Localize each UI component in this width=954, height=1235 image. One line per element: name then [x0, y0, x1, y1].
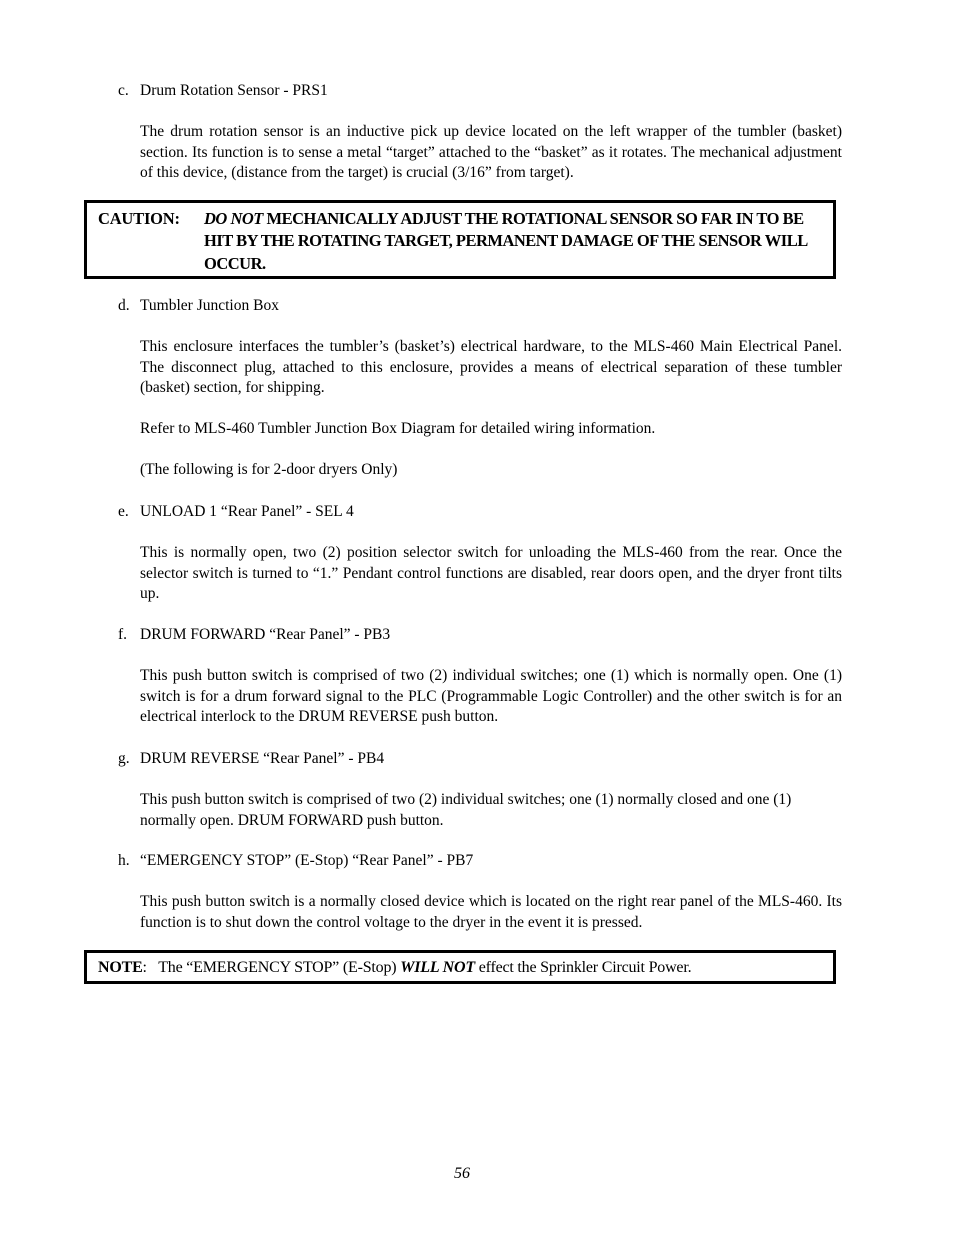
note-text-before: The “EMERGENCY STOP” (E-Stop): [158, 959, 397, 976]
note-emphasis: WILL NOT: [400, 959, 475, 976]
section-e-heading: [118, 502, 354, 523]
caution-text: [204, 208, 834, 275]
note-text-after: effect the Sprinkler Circuit Power.: [478, 959, 692, 976]
caution-emphasis: DO NOT: [204, 209, 263, 228]
section-d-paragraph-3: (The following is for 2-door dryers Only): [140, 461, 398, 478]
section-g-letter: g.: [118, 750, 130, 767]
section-e-letter: e.: [118, 503, 129, 520]
section-f-paragraph: This push button switch is comprised of two (2) individual switches; one (1) which is normally open. One (1) switch is for a drum forward signal to the PLC (Programmable Logic Controller) and the other switch is for an electrical interlock to the DRUM REVERSE push button.: [140, 667, 842, 726]
section-h-paragraph: This push button switch is a normally closed device which is located on the right rear panel of the MLS-460. Its function is to shut down the control voltage to the dryer in the event it is pressed.: [140, 893, 842, 931]
section-h-letter: h.: [118, 852, 130, 869]
section-g-title: DRUM REVERSE “Rear Panel” - PB4: [140, 750, 385, 767]
section-c-paragraph: The drum rotation sensor is an inductive pick up device located on the left wrapper of the tumbler (basket) section. Its function is to sense a metal “target” attached to the “basket” as it rotates. The mechanical adjustment of this device, (distance from the target) is crucial (3/16” from target).: [140, 123, 842, 182]
section-c-title: Drum Rotation Sensor - PRS1: [140, 82, 328, 99]
section-d-heading: [118, 296, 279, 317]
section-d-title: Tumbler Junction Box: [140, 297, 279, 314]
note-line: [98, 957, 691, 979]
section-d-paragraph-1: This enclosure interfaces the tumbler’s (basket’s) electrical hardware, to the MLS-460 Main Electrical Panel. The disconnect plug, attached to this enclosure, provides a means of electrical separation of these tumbler (basket) section, for shipping.: [140, 338, 842, 397]
note-label: NOTE: [98, 959, 143, 976]
section-e-paragraph: This is normally open, two (2) position selector switch for unloading the MLS-460 from the rear. Once the selector switch is turned to “1.” Pendant control functions are disabled, rear doors open, and the dryer front tilts up.: [140, 544, 842, 603]
section-f-letter: f.: [118, 626, 128, 643]
page-number: 56: [454, 1165, 470, 1182]
section-g-paragraph: This push button switch is comprised of two (2) individual switches; one (1) normally closed and one (1) normally open. DRUM FORWARD push button.: [140, 791, 792, 829]
caution-body: MECHANICALLY ADJUST THE ROTATIONAL SENSOR SO FAR IN TO BE HIT BY THE ROTATING TARGET, PERMANENT DAMAGE OF THE SENSOR WILL OCCUR.: [204, 209, 807, 273]
section-d-paragraph-2: Refer to MLS-460 Tumbler Junction Box Diagram for detailed wiring information.: [140, 420, 656, 437]
section-c-letter: c.: [118, 82, 129, 99]
section-h-title: “EMERGENCY STOP” (E-Stop) “Rear Panel” - PB7: [140, 852, 474, 869]
section-d-letter: d.: [118, 297, 130, 314]
note-box: [84, 950, 836, 984]
section-f-heading: [118, 625, 390, 646]
caution-box: [84, 200, 836, 279]
section-f-title: DRUM FORWARD “Rear Panel” - PB3: [140, 626, 391, 643]
section-e-title: UNLOAD 1 “Rear Panel” - SEL 4: [140, 503, 354, 520]
note-colon: :: [142, 959, 147, 976]
section-g-heading: [118, 749, 384, 770]
caution-label: CAUTION:: [98, 209, 180, 228]
section-c-heading: [118, 81, 328, 102]
section-h-heading: [118, 851, 473, 872]
